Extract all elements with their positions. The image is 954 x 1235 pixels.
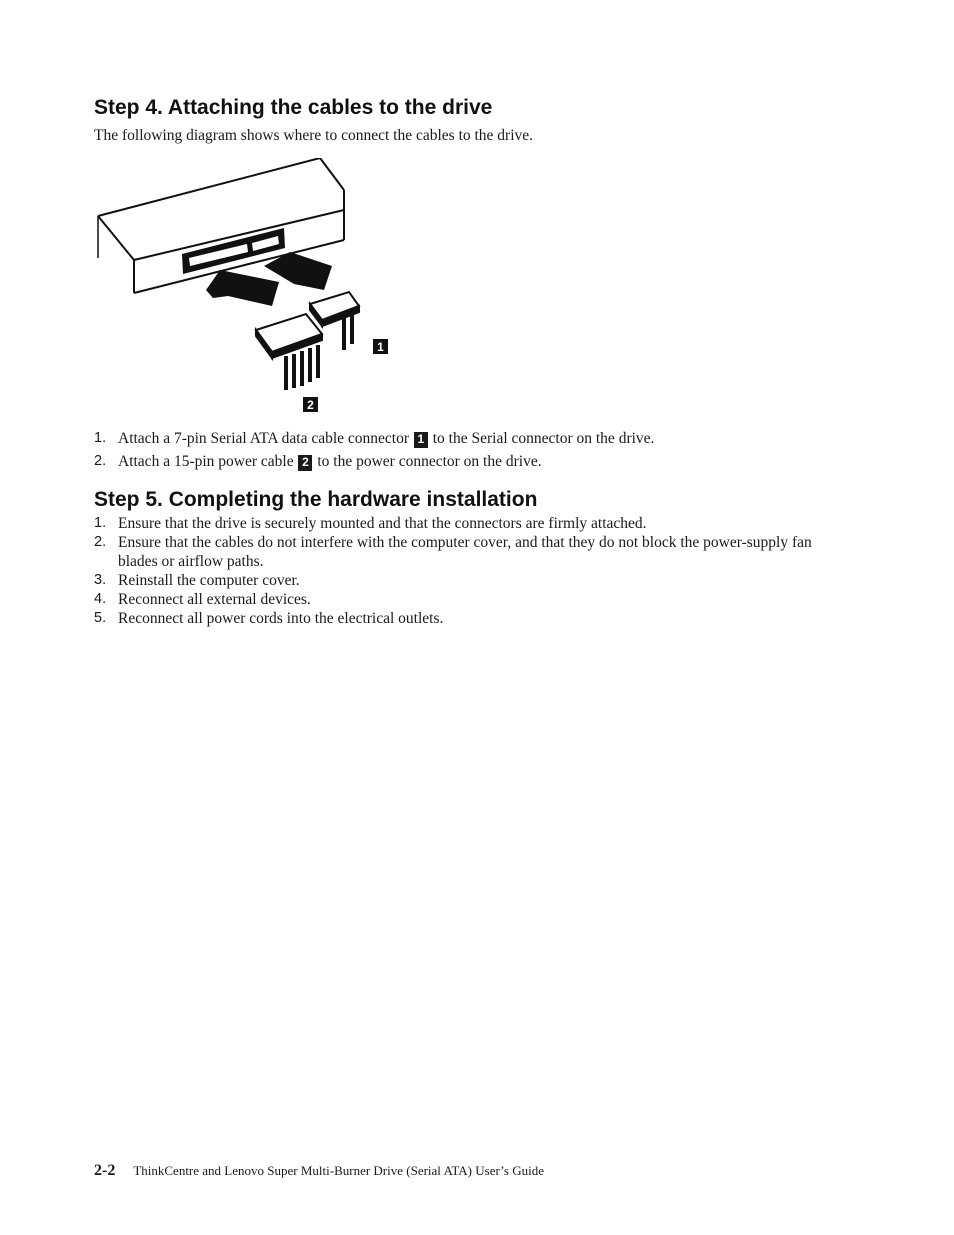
list-item (94, 429, 814, 448)
list-number: 5. (94, 610, 107, 626)
svg-text:2: 2 (307, 398, 314, 412)
list-text: Reinstall the computer cover. (118, 572, 300, 589)
list-item (94, 590, 814, 609)
list-number: 1. (94, 430, 107, 446)
list-text: Attach a 7-pin Serial ATA data cable connector (118, 430, 409, 447)
page-number: 2-2 (94, 1162, 116, 1179)
list-item (94, 609, 814, 628)
list-text: to the power connector on the drive. (317, 453, 542, 470)
list-number: 1. (94, 515, 107, 531)
list-number: 2. (94, 453, 107, 469)
list-text: Ensure that the cables do not interfere with the computer cover, and that they do not block the power-supply fan blades or airflow paths. (118, 534, 812, 570)
figure-callout-1 (373, 339, 388, 354)
step4-list (94, 429, 814, 475)
list-number: 3. (94, 572, 107, 588)
list-text: to the Serial connector on the drive. (432, 430, 655, 447)
callout-badge: 2 (298, 455, 312, 471)
power-cable-connector (256, 314, 322, 390)
list-item (94, 533, 814, 571)
list-text: Reconnect all external devices. (118, 591, 311, 608)
page-footer (94, 1162, 544, 1180)
figure-callout-2 (303, 397, 318, 412)
svg-text:1: 1 (377, 340, 384, 354)
step5-list (94, 514, 814, 628)
list-number: 4. (94, 591, 107, 607)
list-item (94, 571, 814, 590)
callout-badge: 1 (414, 432, 428, 448)
step4-heading: Step 4. Attaching the cables to the drive (94, 96, 493, 119)
step5-heading: Step 5. Completing the hardware installation (94, 488, 538, 511)
cable-connection-diagram (94, 158, 414, 420)
list-text: Ensure that the drive is securely mounted and that the connectors are firmly attached. (118, 515, 647, 532)
list-item (94, 452, 814, 471)
step4-intro: The following diagram shows where to connect the cables to the drive. (94, 127, 534, 144)
list-number: 2. (94, 534, 107, 550)
list-item (94, 514, 814, 533)
footer-title: ThinkCentre and Lenovo Super Multi-Burner Drive (Serial ATA) User’s Guide (133, 1163, 544, 1178)
list-text: Attach a 15-pin power cable (118, 453, 294, 470)
list-text: Reconnect all power cords into the electrical outlets. (118, 610, 444, 627)
